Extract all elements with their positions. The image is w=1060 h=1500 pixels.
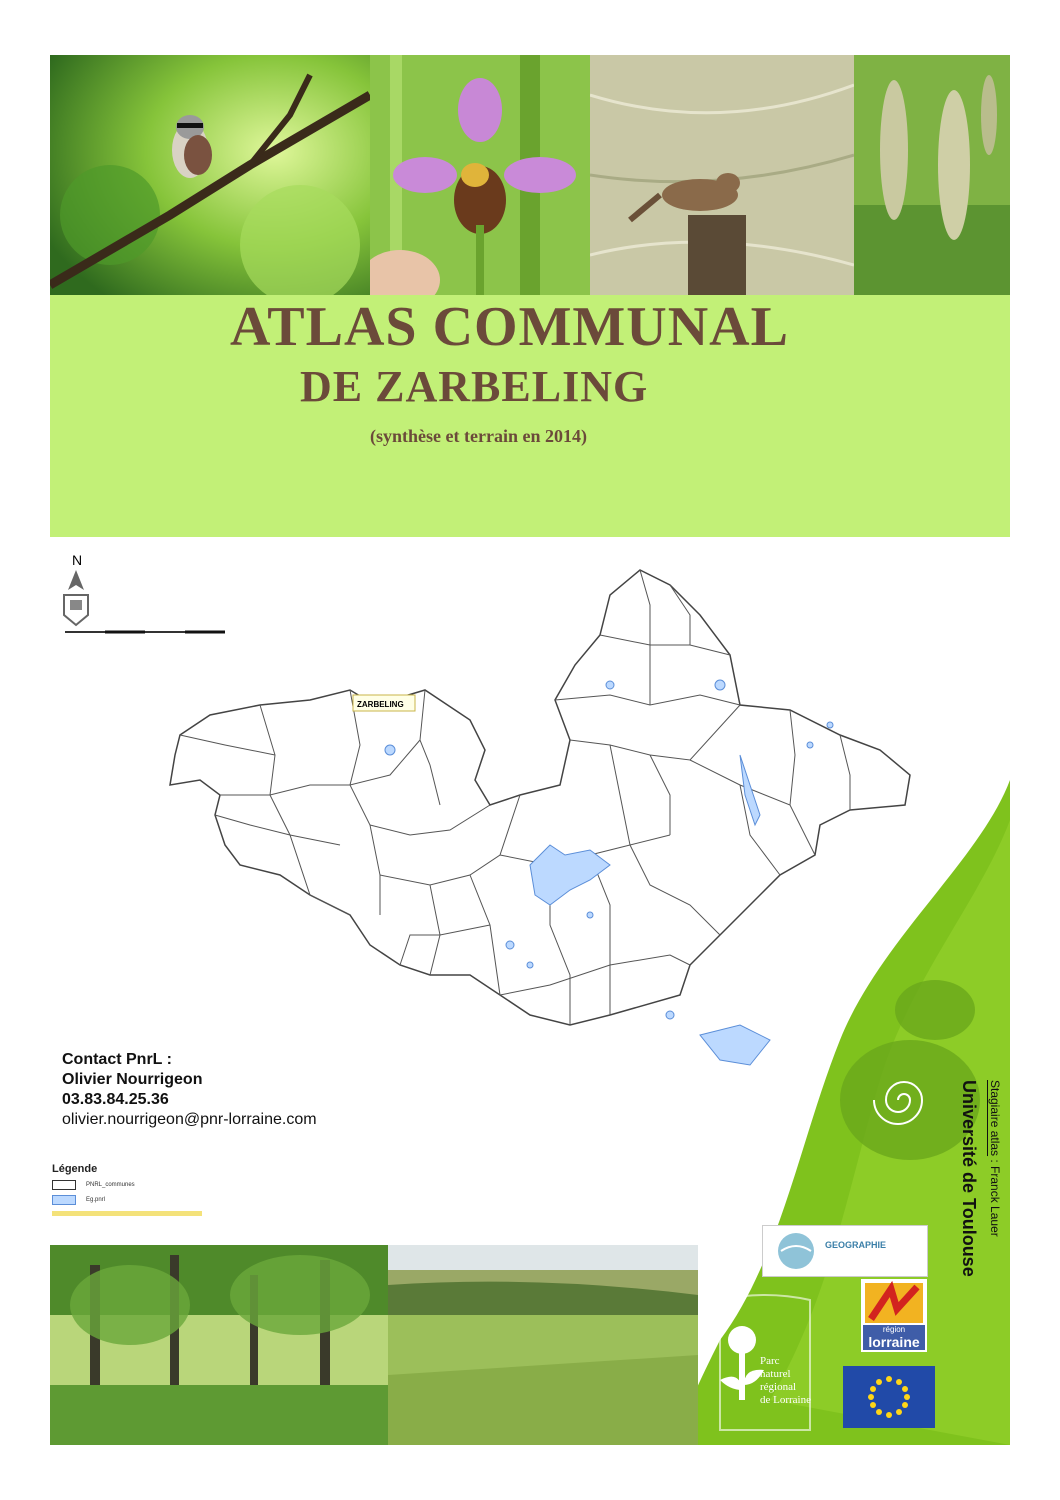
globe-icon <box>771 1229 821 1273</box>
intern-credit: Stagiaire atlas : Franck Lauer <box>988 1080 1002 1237</box>
photo-shrike-bird <box>50 55 370 295</box>
photo-forest <box>50 1245 388 1445</box>
title-band <box>50 295 1010 537</box>
title-commune: DE ZARBELING <box>300 362 649 411</box>
north-label: N <box>72 552 83 568</box>
region-lorraine-logo <box>861 1279 927 1352</box>
legend-swatch-water <box>52 1195 76 1205</box>
photo-meadow <box>388 1245 698 1445</box>
legend-source-note <box>52 1211 202 1216</box>
park-boundary <box>170 570 910 1025</box>
map-label-zarbeling <box>353 695 415 711</box>
title-subtitle: (synthèse et terrain en 2014) <box>370 426 587 446</box>
map-legend <box>52 1163 312 1243</box>
contact-phone: 03.83.84.25.36 <box>62 1091 169 1108</box>
legend-item: PNRL_communes <box>52 1180 312 1190</box>
contact-name: Olivier Nourrigeon <box>62 1071 203 1088</box>
photo-orchid-spikes <box>854 55 1010 295</box>
contact-block <box>62 1050 317 1130</box>
geographie-logo: GEOGRAPHIE <box>762 1225 928 1277</box>
region-emblem-icon <box>861 1279 927 1329</box>
commune-map <box>50 545 1010 1245</box>
pnr-logo-text: Parc naturel régional de Lorraine <box>760 1355 811 1406</box>
svg-text:ZARBELING: ZARBELING <box>357 700 404 709</box>
north-arrow-icon <box>64 552 88 625</box>
legend-swatch-communes <box>52 1180 76 1190</box>
title-main: ATLAS COMMUNAL <box>230 296 789 358</box>
region-name: région lorraine <box>863 1325 925 1350</box>
legend-title: Légende <box>52 1163 98 1175</box>
contact-email[interactable]: olivier.nourrigeon@pnr-lorraine.com <box>62 1111 317 1128</box>
eu-stars-icon <box>843 1366 935 1428</box>
contact-title: Contact PnrL : <box>62 1051 172 1068</box>
photo-warbler-bird <box>590 55 854 295</box>
eu-flag-logo <box>843 1366 935 1428</box>
university-credit: Université de Toulouse <box>959 1080 979 1277</box>
photo-bee-orchid <box>370 55 590 295</box>
legend-item: Eg.pnrl <box>52 1195 312 1205</box>
thistle-icon <box>720 1326 764 1400</box>
